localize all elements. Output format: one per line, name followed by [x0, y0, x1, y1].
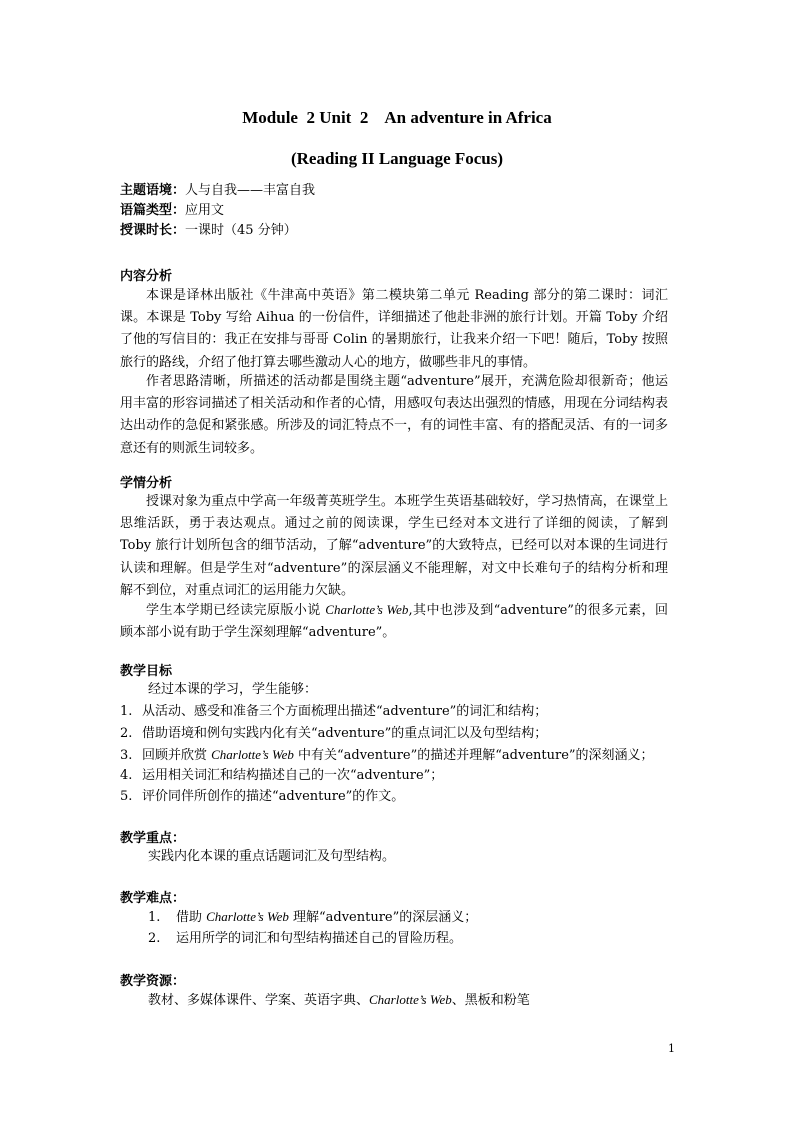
- item-text: 回顾并欣赏: [142, 748, 212, 763]
- objective-item: [120, 787, 404, 807]
- text-run: 教材、多媒体课件、学案、英语字典、: [148, 993, 370, 1008]
- item-number: 4.: [120, 768, 133, 783]
- student-analysis-paragraph-2: [120, 599, 668, 644]
- meta-value: 人与自我——丰富自我: [185, 183, 316, 198]
- difficult-point-item: [148, 907, 477, 928]
- section-heading-difficult-points: 教学难点：: [120, 891, 186, 906]
- item-text: 理解“adventure”的深层涵义；: [288, 910, 478, 925]
- objective-item: [120, 702, 547, 722]
- document-title: Module 2 Unit 2 An adventure in Africa: [242, 108, 552, 127]
- section-heading-student-analysis: 学情分析: [120, 476, 173, 491]
- item-text: 借助语境和例句实践内化有关“adventure”的重点词汇以及句型结构；: [142, 726, 548, 741]
- section-heading-content-analysis: 内容分析: [120, 269, 173, 284]
- student-analysis-paragraph-1: 授课对象为重点中学高一年级菁英班学生。本班学生英语基础较好，学习热情高，在课堂上思维活跃，勇于表达观点。通过之前的阅读课，学生已经对本文进行了详细的阅读，了解到 Toby 旅行计划所包含的细节活动，了解“adventure”的大致特点，已经可以对本课的生词进行认读和理解。但是学生对“adventure”的深层涵义不能理解，对文中长难句子的结构分析和理解不到位，对重点词汇的运用能力欠缺。: [120, 494, 668, 598]
- section-heading-objectives: 教学目标: [120, 664, 173, 679]
- item-number: 1.: [120, 704, 133, 719]
- content-analysis-paragraph-1: 本课是译林出版社《牛津高中英语》第二模块第二单元 Reading 部分的第二课时：词汇课。本课是 Toby 写给 Aihua 的一份信件，详细描述了他赴非洲的旅行计划。开篇 Toby 介绍了他的写信目的：我正在安排与哥哥 Colin 的暑期旅行，让我来介绍一下吧！随后，Toby 按照旅行的路线，介绍了他打算去哪些激动人心的地方，做哪些非凡的事情。: [120, 288, 668, 370]
- item-number: 3.: [120, 748, 133, 763]
- objective-item: [120, 745, 654, 766]
- item-number: 2.: [120, 726, 133, 741]
- section-heading-key-points: 教学重点：: [120, 831, 186, 846]
- resources-text: [148, 990, 530, 1011]
- item-number: 1.: [148, 910, 161, 925]
- item-number: 5.: [120, 789, 133, 804]
- key-points-text: 实践内化本课的重点话题词汇及句型结构。: [148, 849, 396, 864]
- meta-theme: [120, 181, 315, 201]
- document-subtitle: (Reading II Language Focus): [290, 149, 504, 168]
- meta-value: 一课时（45 分钟）: [185, 223, 297, 238]
- objective-item: [120, 766, 443, 786]
- meta-duration: [120, 221, 297, 241]
- meta-label: 主题语境：: [120, 183, 186, 198]
- item-text: 从活动、感受和准备三个方面梳理出描述“adventure”的词汇和结构；: [142, 704, 548, 719]
- meta-value: 应用文: [185, 203, 225, 218]
- item-text: 运用所学的词汇和句型结构描述自己的冒险历程。: [176, 931, 463, 946]
- objective-item: [120, 724, 547, 744]
- item-text: 运用相关词汇和结构描述自己的一次“adventure”；: [142, 768, 444, 783]
- book-title: Charlotte’s Web: [211, 747, 294, 762]
- text-run: 、黑板和粉笔: [451, 993, 530, 1008]
- item-text: 评价同伴所创作的描述“adventure”的作文。: [142, 789, 405, 804]
- meta-label: 授课时长：: [120, 223, 186, 238]
- objectives-intro: 经过本课的学习，学生能够：: [148, 682, 318, 697]
- page-number: 1: [668, 1042, 675, 1055]
- book-title: Charlotte’s Web: [206, 909, 289, 924]
- item-text: 中有关“adventure”的描述并理解“adventure”的深刻涵义；: [293, 748, 654, 763]
- text-run: ,其中也涉及到“adventure”的很多元素，回顾本部小说有助于学生深刻理解“adventure”。: [120, 603, 668, 641]
- book-title: Charlotte’s Web: [325, 602, 409, 617]
- content-analysis-paragraph-2: 作者思路清晰，所描述的活动都是围绕主题“adventure”展开，充满危险却很新奇；他运用丰富的形容词描述了相关活动和作者的心情，用感叹句表达出强烈的情感，用现在分词结构表达出动作的急促和紧张感。所涉及的词汇特点不一，有的词性丰富、有的搭配灵活、有的一词多意还有的则派生词较多。: [120, 374, 668, 456]
- difficult-point-item: [148, 929, 462, 949]
- item-number: 2.: [148, 931, 161, 946]
- book-title: Charlotte’s Web: [369, 992, 452, 1007]
- section-heading-resources: 教学资源：: [120, 974, 186, 989]
- text-run: 学生本学期已经读完原版小说: [146, 603, 326, 618]
- item-text: 借助: [176, 910, 207, 925]
- meta-text-type: [120, 201, 224, 221]
- meta-label: 语篇类型：: [120, 203, 186, 218]
